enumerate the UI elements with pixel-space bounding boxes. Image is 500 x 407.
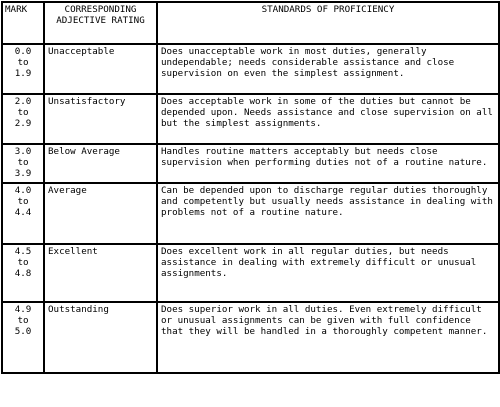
table-row xyxy=(2,302,499,373)
mark-from: 3.0 xyxy=(14,146,32,157)
header-adjective-rating: CORRESPONDING ADJECTIVE RATING xyxy=(44,2,157,44)
mark-to: 4.8 xyxy=(14,268,32,279)
mark-from: 4.9 xyxy=(14,304,32,315)
mark-to-word: to xyxy=(17,157,29,168)
standard-cell: Does acceptable work in some of the duties but cannot be depended upon. Needs assistance and close supervision on all but the simplest assignments. xyxy=(157,94,499,144)
table-row xyxy=(2,244,499,302)
mark-to: 1.9 xyxy=(14,68,32,79)
rating-table-container xyxy=(1,1,500,374)
standard-cell: Does excellent work in all regular duties, but needs assistance in dealing with extremely difficult or unusual assignments. xyxy=(157,244,499,302)
mark-from: 4.5 xyxy=(14,246,32,257)
mark-range-cell xyxy=(2,302,44,373)
mark-to: 4.4 xyxy=(14,207,32,218)
header-mark: MARK xyxy=(2,2,44,44)
adjective-rating-cell: Below Average xyxy=(44,144,157,183)
adjective-rating-cell: Outstanding xyxy=(44,302,157,373)
standard-cell: Does unacceptable work in most duties, generally undependable; needs considerable assistance and close supervision on even the simplest assignment. xyxy=(157,44,499,94)
adjective-rating-cell: Excellent xyxy=(44,244,157,302)
mark-to-word: to xyxy=(17,57,29,68)
mark-to: 3.9 xyxy=(14,168,32,179)
standard-cell: Handles routine matters acceptably but needs close supervision when performing duties not of a routine nature. xyxy=(157,144,499,183)
mark-to-word: to xyxy=(17,315,29,326)
table-row xyxy=(2,44,499,94)
mark-from: 2.0 xyxy=(14,96,32,107)
table-row xyxy=(2,144,499,183)
mark-to-word: to xyxy=(17,257,29,268)
adjective-rating-cell: Average xyxy=(44,183,157,244)
table-row xyxy=(2,183,499,244)
mark-range-cell xyxy=(2,244,44,302)
mark-from: 4.0 xyxy=(14,185,32,196)
mark-to: 5.0 xyxy=(14,326,32,337)
mark-range-cell xyxy=(2,144,44,183)
mark-range-cell xyxy=(2,94,44,144)
mark-to: 2.9 xyxy=(14,118,32,129)
standard-cell: Does superior work in all duties. Even extremely difficult or unusual assignments can be given with full confidence that they will be handled in a thoroughly competent manner. xyxy=(157,302,499,373)
mark-range-cell xyxy=(2,183,44,244)
proficiency-rating-table xyxy=(1,1,500,374)
mark-range-cell xyxy=(2,44,44,94)
mark-from: 0.0 xyxy=(14,46,32,57)
adjective-rating-cell: Unsatisfactory xyxy=(44,94,157,144)
mark-to-word: to xyxy=(17,196,29,207)
table-header-row xyxy=(2,2,499,44)
header-standards: STANDARDS OF PROFICIENCY xyxy=(157,2,499,44)
mark-to-word: to xyxy=(17,107,29,118)
standard-cell: Can be depended upon to discharge regular duties thoroughly and competently but usually needs assistance in dealing with problems not of a routine nature. xyxy=(157,183,499,244)
adjective-rating-cell: Unacceptable xyxy=(44,44,157,94)
table-row xyxy=(2,94,499,144)
